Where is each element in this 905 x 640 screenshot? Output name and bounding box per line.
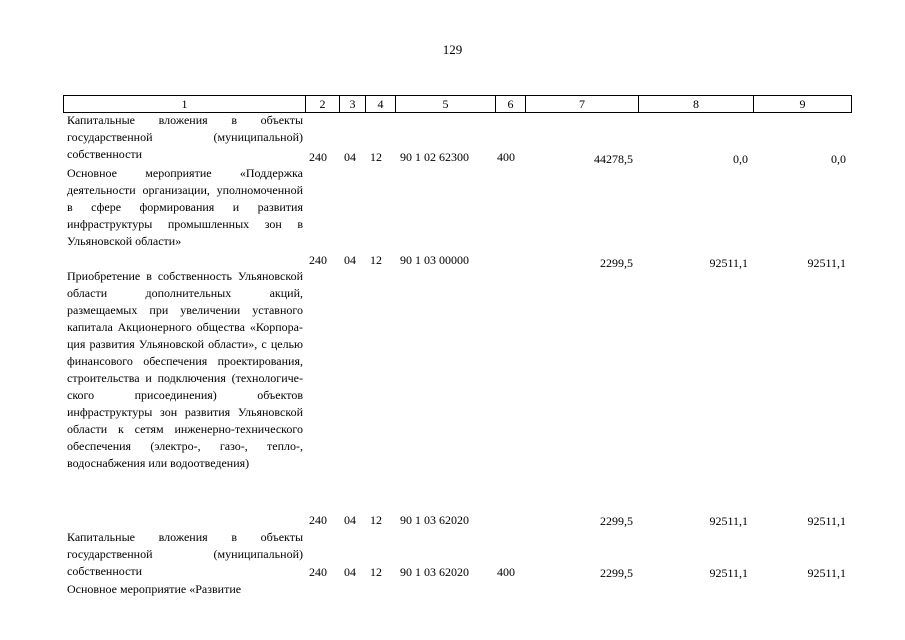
row-value-col6: 400 (497, 150, 515, 164)
row-description: Основное мероприятие «Развитие (67, 582, 242, 596)
column-header-3: 3 (339, 95, 366, 113)
row-value-col4: 12 (370, 253, 382, 267)
column-header-9: 9 (753, 95, 852, 113)
row-value-col2: 240 (309, 150, 327, 164)
row-value-col3: 04 (344, 565, 356, 579)
column-header-4: 4 (365, 95, 396, 113)
row-value-col7: 2299,5 (600, 566, 633, 580)
row-description: Основное мероприятие «Поддержка деятельности организации, уполномоченной в сфере формирования и развития инфраструктуры промышленных зон в Ульяновской области» (67, 166, 303, 248)
row-description: Капитальные вложения в объекты государственной (муниципальной) собственности (67, 530, 303, 578)
row-value-col7: 44278,5 (594, 152, 633, 166)
row-description: Приобретение в собственность Ульяновской области дополнительных акций, размещаемых при увеличении уставного капитала Акционерного общества «Корпорация развития Ульяновской области», с целью финансового обеспечения проектирования, строительства и подключения (технологического присоединения) объектов инфраструктуры зон развития Ульяновской области к сетям инженерно-технического обеспечения (электро-, газо-, тепло-, водоснабжения или водоотведения) (67, 269, 303, 470)
row-value-col5: 90 1 03 62020 (400, 565, 469, 579)
row-value-col3: 04 (344, 513, 356, 527)
row-value-col8: 92511,1 (709, 256, 748, 270)
page-number: 129 (442, 42, 463, 57)
column-header-1: 1 (63, 95, 306, 113)
column-header-8: 8 (638, 95, 754, 113)
row-value-col8: 0,0 (733, 152, 748, 166)
row-value-col7: 2299,5 (600, 514, 633, 528)
row-value-col9: 92511,1 (807, 566, 846, 580)
row-value-col6: 400 (497, 565, 515, 579)
row-value-col5: 90 1 03 62020 (400, 513, 469, 527)
column-header-5: 5 (395, 95, 496, 113)
row-value-col8: 92511,1 (709, 514, 748, 528)
row-value-col9: 92511,1 (807, 514, 846, 528)
row-description: Капитальные вложения в объекты государственной (муниципальной) собственности (67, 113, 303, 161)
row-value-col8: 92511,1 (709, 566, 748, 580)
row-value-col3: 04 (344, 253, 356, 267)
row-value-col2: 240 (309, 513, 327, 527)
column-header-2: 2 (305, 95, 340, 113)
row-value-col5: 90 1 02 62300 (400, 150, 469, 164)
row-value-col4: 12 (370, 150, 382, 164)
row-value-col5: 90 1 03 00000 (400, 253, 469, 267)
row-value-col4: 12 (370, 565, 382, 579)
row-value-col3: 04 (344, 150, 356, 164)
row-value-col2: 240 (309, 253, 327, 267)
row-value-col2: 240 (309, 565, 327, 579)
row-value-col4: 12 (370, 513, 382, 527)
column-header-6: 6 (495, 95, 526, 113)
row-value-col7: 2299,5 (600, 256, 633, 270)
column-header-7: 7 (525, 95, 639, 113)
row-value-col9: 92511,1 (807, 256, 846, 270)
row-value-col9: 0,0 (831, 152, 846, 166)
